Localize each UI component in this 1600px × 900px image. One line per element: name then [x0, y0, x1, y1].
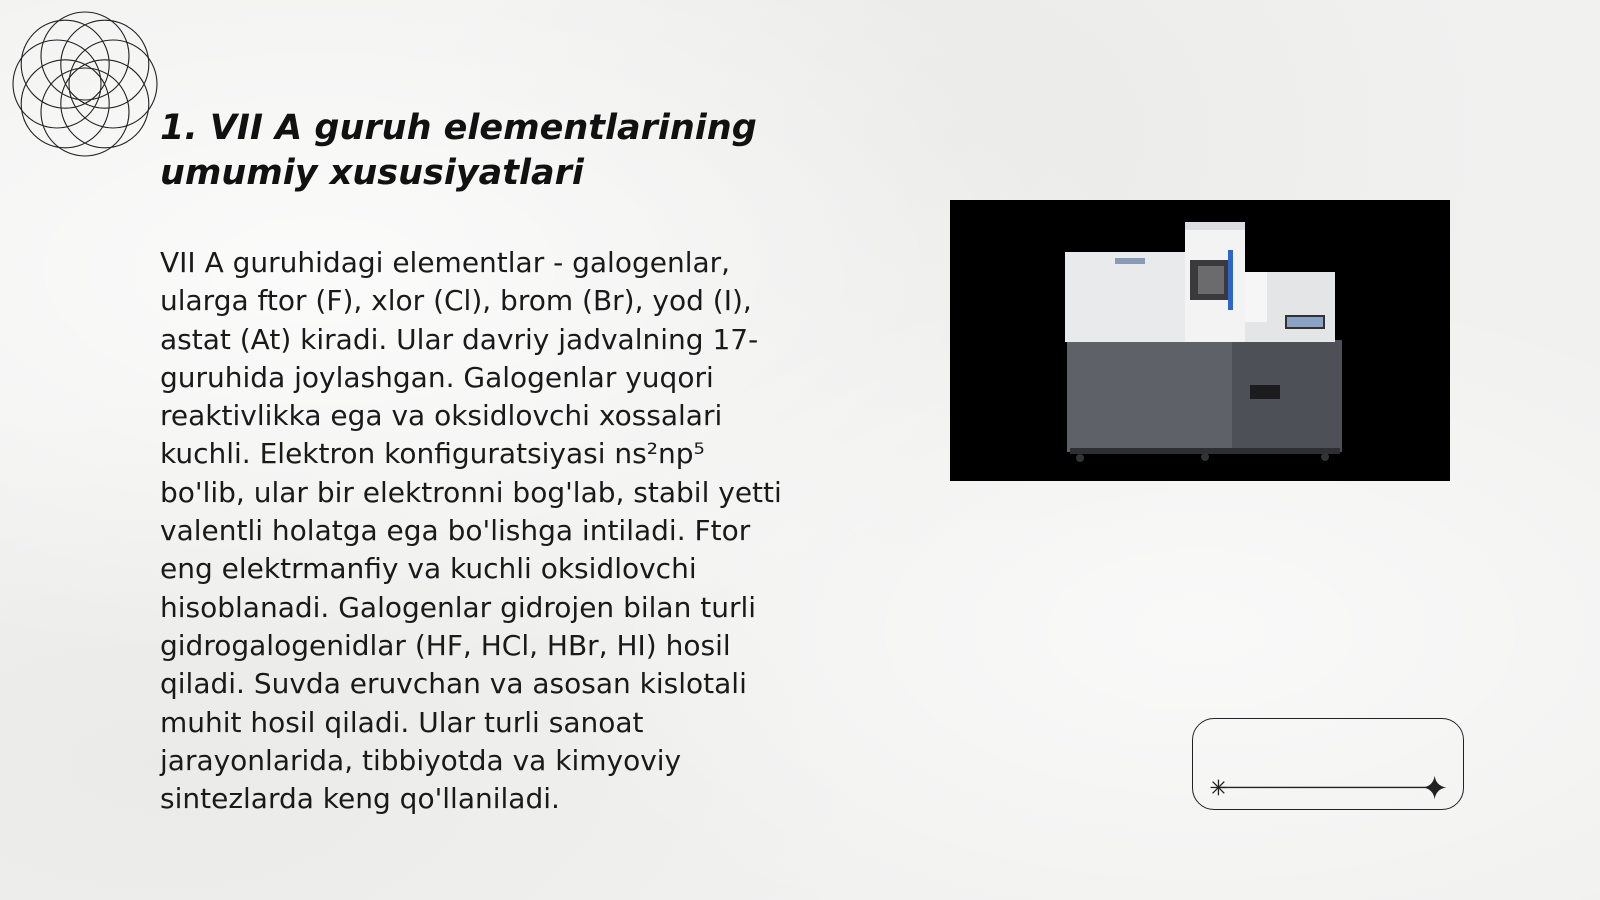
body-text: VII A guruhidagi elementlar - galogenlar, ularga ftor (F), xlor (Cl), brom (Br), yod (I), astat (At) kiradi. Ular davriy jadvalning 17- guruhida joylashgan. Galogenlar yuqori reaktivlikka ega va oksidlovchi xossalari kuchli. Elektron konfiguratsiyasi ns²np⁵ bo'lib, ular bir elektronni bog'lab, stabil yetti valentli holatga ega bo'lishga intiladi. Ftor eng elektrmanfiy va kuchli oksidlovchi hisoblanadi. Galogenlar gidrojen bilan turli gidrogalogenidlar (HF, HCl, HBr, HI) hosil qiladi. Suvda eruvchan va asosan kislotali muhit hosil qiladi. Ular turli sanoat jarayonlarida, tibbiyotda va kimyoviy sintezlarda keng qo'llaniladi. [160, 246, 782, 816]
star-line-decoration [1193, 719, 1463, 809]
decorative-frame [1192, 718, 1464, 810]
circular-line-art-icon [10, 10, 160, 158]
cnc-machine-image [950, 200, 1450, 481]
slide-title: 1. VII A guruh elementlarining umumiy xususiyatlari [160, 108, 757, 193]
